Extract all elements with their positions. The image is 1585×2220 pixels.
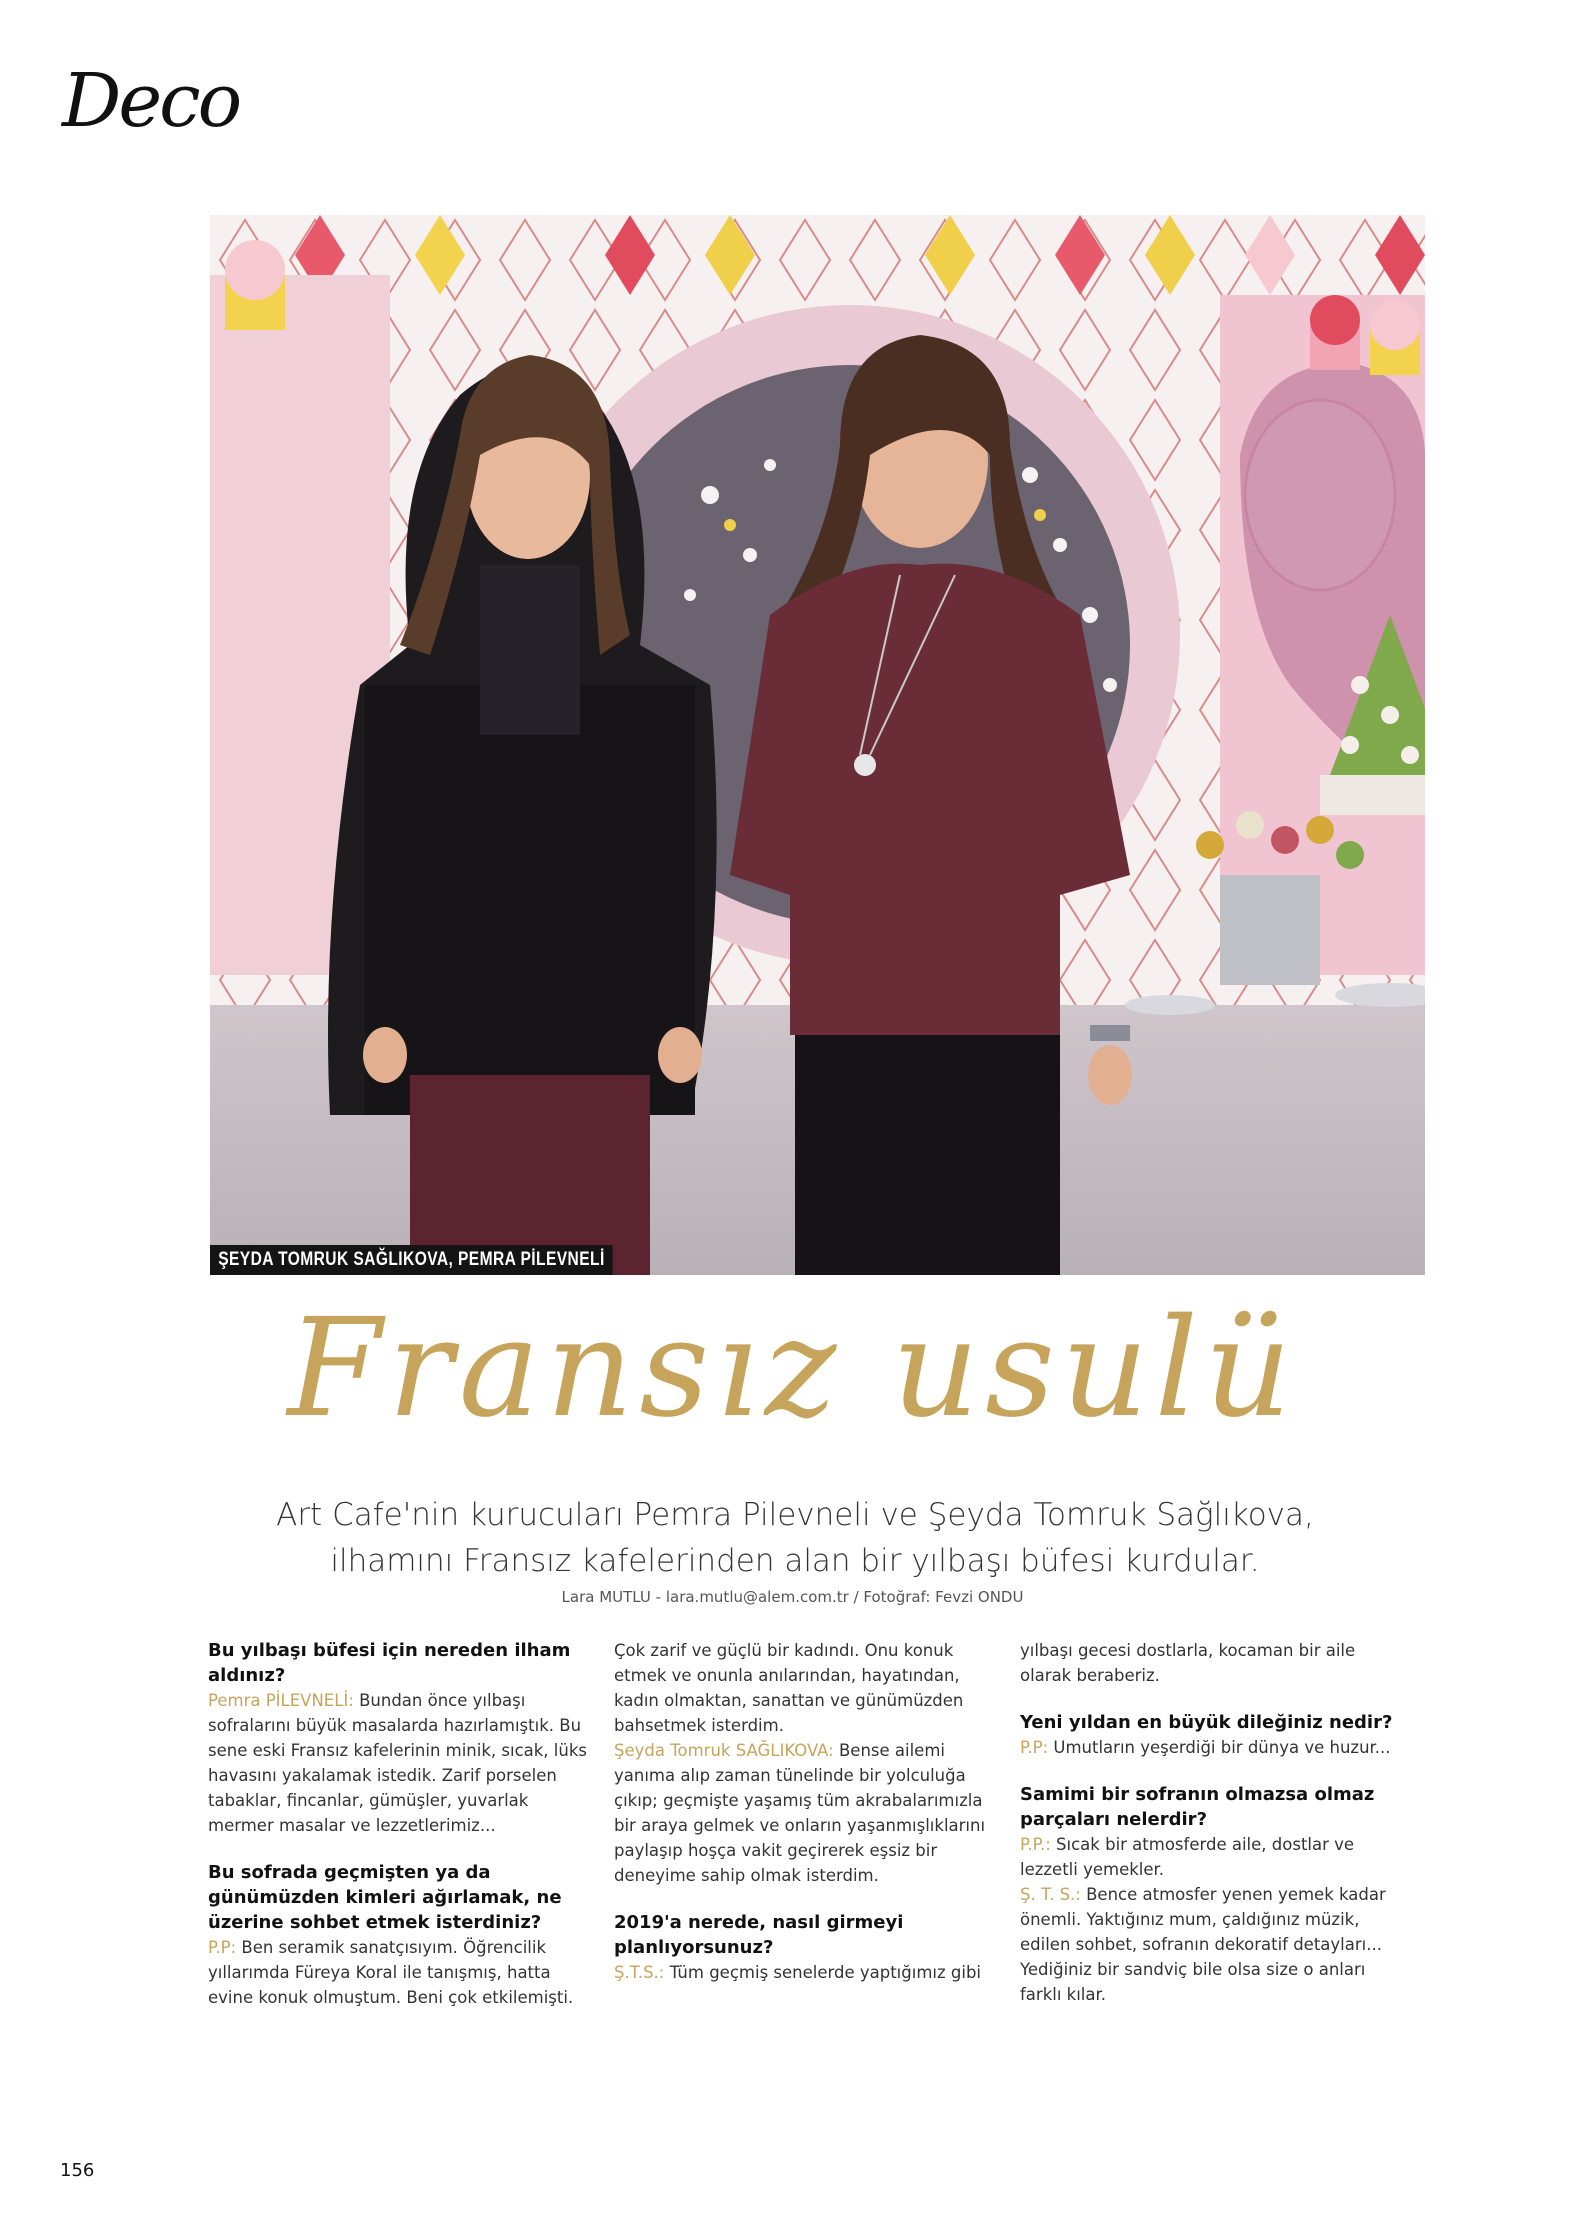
question-2: Bu sofrada geçmişten ya da günümüzden kimleri ağırlamak, ne üzerine sohbet etmek isterdiniz? [208, 1862, 562, 1933]
answer-text: Bence atmosfer yenen yemek kadar önemli. Yaktığınız mum, çaldığınız müzik, edilen sohbet, sofranın dekoratif detayları... Yediğiniz bir sandviç bile olsa size o anları farklı kılar. [1020, 1885, 1386, 2004]
article-column-1 [208, 1638, 588, 2032]
standfirst: Art Cafe'nin kurucuları Pemra Pilevneli ve Şeyda Tomruk Sağlıkova, ilhamını Fransız kafelerinden alan bir yılbaşı büfesi kurdular. [276, 1497, 1314, 1579]
answer-2 [208, 1935, 588, 2010]
byline: Lara MUTLU - lara.mutlu@alem.com.tr / Fotoğraf: Fevzi ONDU [561, 1588, 1024, 1606]
speaker-label: P.P.: [1020, 1835, 1051, 1854]
page-number: 156 [60, 2160, 95, 2181]
answer-4 [1020, 1735, 1400, 1760]
speaker-label: P.P: [1020, 1738, 1049, 1757]
question-4: Yeni yıldan en büyük dileğiniz nedir? [1020, 1712, 1393, 1733]
speaker-label: Ş. T. S.: [1020, 1885, 1081, 1904]
speaker-label: P.P: [208, 1938, 237, 1957]
question-5: Samimi bir sofranın olmazsa olmaz parçaları nelerdir? [1020, 1784, 1375, 1830]
speaker-label: Pemra PİLEVNELİ: [208, 1691, 354, 1710]
question-3: 2019'a nerede, nasıl girmeyi planlıyorsunuz? [614, 1912, 904, 1958]
answer-5b [1020, 1882, 1400, 2007]
answer-text: Bundan önce yılbaşı sofralarını büyük masalarda hazırlamıştık. Bu sene eski Fransız kafelerinin minik, sıcak, lüks havasını yakalamak istedik. Zarif porselen tabaklar, fincanlar, gümüşler, yuvarlak mermer masalar ve lezzetlerimiz... [208, 1691, 587, 1835]
photo-founders [210, 215, 1425, 1275]
question-1: Bu yılbaşı büfesi için nereden ilham aldınız? [208, 1640, 571, 1686]
article-column-3 [1020, 1638, 1400, 2029]
answer-text: Ben seramik sanatçısıyım. Öğrencilik yıllarımda Füreya Koral ile tanışmış, hatta evine konuk olmuştum. Beni çok etkilemişti. [208, 1938, 574, 2007]
speaker-label: Ş.T.S.: [614, 1963, 665, 1982]
answer-2b [614, 1738, 994, 1888]
headline: Fransız usulü [287, 1290, 1298, 1448]
photo-illustration [210, 215, 1425, 1275]
article-column-2 [614, 1638, 994, 2007]
answer-5 [1020, 1832, 1400, 1882]
photo-caption: ŞEYDA TOMRUK SAĞLIKOVA, PEMRA PİLEVNELİ [210, 1245, 613, 1275]
answer-2-continued: Çok zarif ve güçlü bir kadındı. Onu konuk etmek ve onunla anılarından, hayatından, kadın olmaktan, sanattan ve günümüzden bahsetmek isterdim. [614, 1641, 964, 1735]
answer-text: Sıcak bir atmosferde aile, dostlar ve lezzetli yemekler. [1020, 1835, 1355, 1879]
answer-text: Bense ailemi yanıma alıp zaman tünelinde bir yolculuğa çıkıp; geçmişte yaşamış tüm akrabalarımızla bir araya gelmek ve onların yaşanmışlıklarını paylaşıp hoşça vakit geçirerek eşsiz bir deneyime sahip olmak isterdim. [614, 1741, 986, 1885]
answer-3 [614, 1960, 994, 1985]
answer-3-continued: yılbaşı gecesi dostlarla, kocaman bir aile olarak beraberiz. [1020, 1641, 1356, 1685]
section-label: Deco [62, 58, 240, 144]
speaker-label: Şeyda Tomruk SAĞLIKOVA: [614, 1741, 834, 1760]
answer-text: Umutların yeşerdiği bir dünya ve huzur... [1048, 1738, 1391, 1757]
answer-text: Tüm geçmiş senelerde yaptığımız gibi [664, 1963, 982, 1982]
answer-1 [208, 1688, 588, 1838]
